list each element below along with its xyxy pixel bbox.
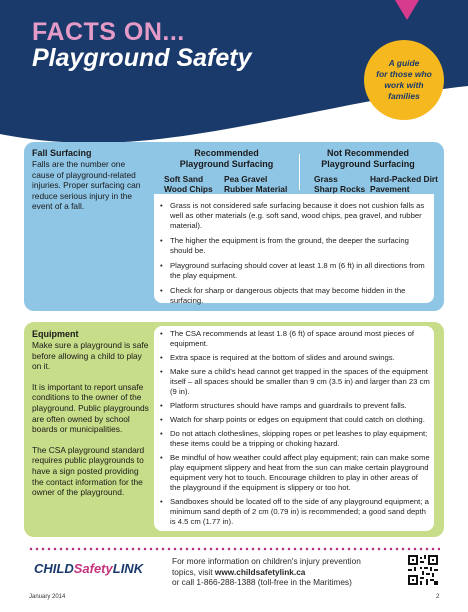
logo-child: CHILD — [34, 561, 74, 576]
not-recommended-heading — [306, 148, 430, 170]
bullet-item — [160, 236, 432, 256]
not-recommended-col1 — [314, 174, 365, 194]
qr-code-icon[interactable] — [408, 555, 438, 585]
footer-line — [172, 567, 361, 578]
bullet-item — [160, 353, 432, 363]
bullet-line: equipment. — [170, 339, 209, 348]
text-line: owner of the playground. — [32, 487, 125, 498]
badge-line: work with — [384, 80, 424, 90]
text-line: It is important to report unsafe — [32, 381, 144, 392]
bullet-line: the playground if the equipment is slippery or too hot. — [170, 483, 351, 492]
bullet-line: • Platform structures should have ramps and guardrails to prevent falls. — [170, 401, 407, 410]
bullet-line: • Do not attach clotheslines, skipping ropes or pet leashes to play equipment; — [170, 429, 428, 438]
bullet-item — [160, 367, 432, 397]
equipment-bullets — [160, 329, 432, 527]
bullet-line: • The CSA recommends at least 1.8 (6 ft) of space around most pieces of — [170, 329, 414, 338]
bullet-line: • Grass is not considered safe surfacing because it does not cushion falls as — [170, 201, 425, 210]
publication-date: January 2014 — [29, 594, 66, 600]
heading-line: Not Recommended — [326, 148, 409, 158]
text-line: conditions to the owner of the — [32, 392, 142, 403]
surfacing-item: Pavement — [370, 184, 410, 194]
bullet-line: • Check for sharp or dangerous objects that may become hidden in the — [170, 286, 406, 295]
heading-line: Playground Surfacing — [179, 159, 274, 169]
recommended-col2 — [224, 174, 287, 194]
bullet-line: • Sandboxes should be located off to the side of any playground equipment; a — [170, 497, 429, 506]
surfacing-item: Wood Chips — [164, 184, 213, 194]
fall-surfacing-panel — [24, 142, 444, 311]
title-playground-safety: Playground Safety — [32, 44, 252, 72]
bullet-item — [160, 415, 432, 425]
badge-line: for those who — [376, 69, 432, 79]
bullet-item — [160, 453, 432, 493]
heading-line: Recommended — [194, 148, 259, 158]
heading-line: Playground Surfacing — [321, 159, 415, 169]
dotted-divider — [28, 547, 440, 551]
text-line: Falls are the number one — [32, 159, 126, 169]
bullet-line: well as other materials (e.g. soft sand, wood chips, pea gravel, and rubber — [170, 211, 422, 220]
text-line: cause of playground-related — [32, 169, 136, 180]
surfacing-item: Sharp Rocks — [314, 184, 366, 194]
bullet-line: • Extra space is required at the bottom of slides and around swings. — [170, 353, 395, 362]
text-line: Make sure a playground is safe — [32, 340, 149, 350]
surfacing-item: Grass — [314, 174, 338, 184]
text-line: The CSA playground standard — [32, 444, 145, 455]
header-banner — [0, 0, 468, 150]
bullet-item — [160, 429, 432, 449]
paragraph-gap — [32, 372, 149, 382]
child-safety-link-logo — [34, 561, 143, 576]
bullet-item — [160, 201, 432, 231]
guide-badge — [364, 40, 444, 120]
footer-line: or call 1-866-288-1388 (toll-free in the Maritimes) — [172, 577, 352, 588]
surfacing-item: Pea Gravel — [224, 174, 268, 184]
surfacing-item: Soft Sand — [164, 174, 204, 184]
title-facts-on: FACTS ON... — [32, 18, 185, 46]
bullet-line: (9 in). — [170, 387, 190, 396]
bullet-item — [160, 261, 432, 281]
pink-triangle-decoration — [395, 0, 419, 20]
bullet-line: is 4.5 cm (1.77 in). — [170, 517, 234, 526]
footer-prefix: topics, visit — [172, 566, 215, 577]
text-line: the contact information for the — [32, 476, 143, 487]
bullet-line: • The higher the equipment is from the ground, the deeper the surfacing — [170, 236, 409, 245]
bullet-line: equipment very hot to touch. Encourage children to play in other areas of — [170, 473, 418, 482]
website-link[interactable]: www.childsafetylink.ca — [214, 566, 306, 577]
equipment-heading: Equipment — [32, 329, 79, 339]
text-line: before allowing a child to play — [32, 350, 142, 361]
text-line: requires public playgrounds to — [32, 455, 144, 466]
bullet-line: • Make sure a child's head cannot get trapped in the spaces of the equipment — [170, 367, 428, 376]
bullet-line: • Playground surfacing should cover at least 1.8 m (6 ft) in all directions from — [170, 261, 425, 270]
fall-surfacing-heading: Fall Surfacing — [32, 148, 92, 158]
logo-link: LINK — [112, 561, 144, 576]
text-line: have a sign posted providing — [32, 465, 139, 476]
paragraph-gap — [32, 435, 149, 445]
bullet-line: • Be mindful of how weather could affect play equipment; rain can make some — [170, 453, 430, 462]
bullet-line: • Watch for sharp points or edges on equipment that could catch on clothing. — [170, 415, 425, 424]
bullet-line: the play equipment. — [170, 271, 238, 280]
fall-surfacing-text — [32, 159, 140, 212]
bullet-line: minimum sand depth of 2 cm (0.79 in) is recommended; a good sand depth — [170, 507, 426, 516]
equipment-text — [32, 340, 149, 498]
text-line: event of a fall. — [32, 201, 85, 212]
surfacing-item: Rubber Material — [224, 184, 288, 194]
recommended-col1 — [164, 174, 213, 194]
bullet-line: these items could be a tripping or choking hazard. — [170, 439, 340, 448]
bullet-line: should be. — [170, 246, 206, 255]
column-divider — [299, 154, 300, 190]
badge-line: families — [388, 91, 420, 101]
footer-contact-info — [172, 556, 361, 588]
footer-line: For more information on children's injury prevention — [172, 556, 361, 566]
bullet-line: play equipment slippery and heat from the sun can make certain playground — [170, 463, 429, 472]
bullet-item — [160, 401, 432, 411]
equipment-panel — [24, 322, 444, 537]
bullet-item — [160, 329, 432, 349]
surfacing-item: Hard-Packed Dirt — [370, 174, 438, 184]
logo-safety: Safety — [73, 561, 113, 576]
badge-line: A guide — [388, 58, 420, 68]
bullet-item — [160, 497, 432, 527]
text-line: are often owned by school — [32, 413, 130, 424]
bullet-line: itself – all spaces should be smaller than 9 cm (3.5 in) and larger than 23 cm — [170, 377, 430, 386]
recommended-heading — [164, 148, 289, 170]
text-line: playground. Public playgrounds — [32, 402, 149, 413]
text-line: reduce serious injury in the — [32, 190, 133, 201]
text-line: injuries. Proper surfacing can — [32, 180, 141, 191]
bullet-line: material). — [170, 221, 203, 230]
text-line: boards or municipalities. — [32, 424, 123, 435]
text-line: on it. — [32, 361, 51, 372]
not-recommended-col2 — [370, 174, 438, 194]
bullet-line: surfacing. — [170, 296, 204, 305]
page-number: 2 — [436, 594, 440, 600]
bullet-item — [160, 286, 432, 306]
surfacing-bullets — [160, 201, 432, 306]
